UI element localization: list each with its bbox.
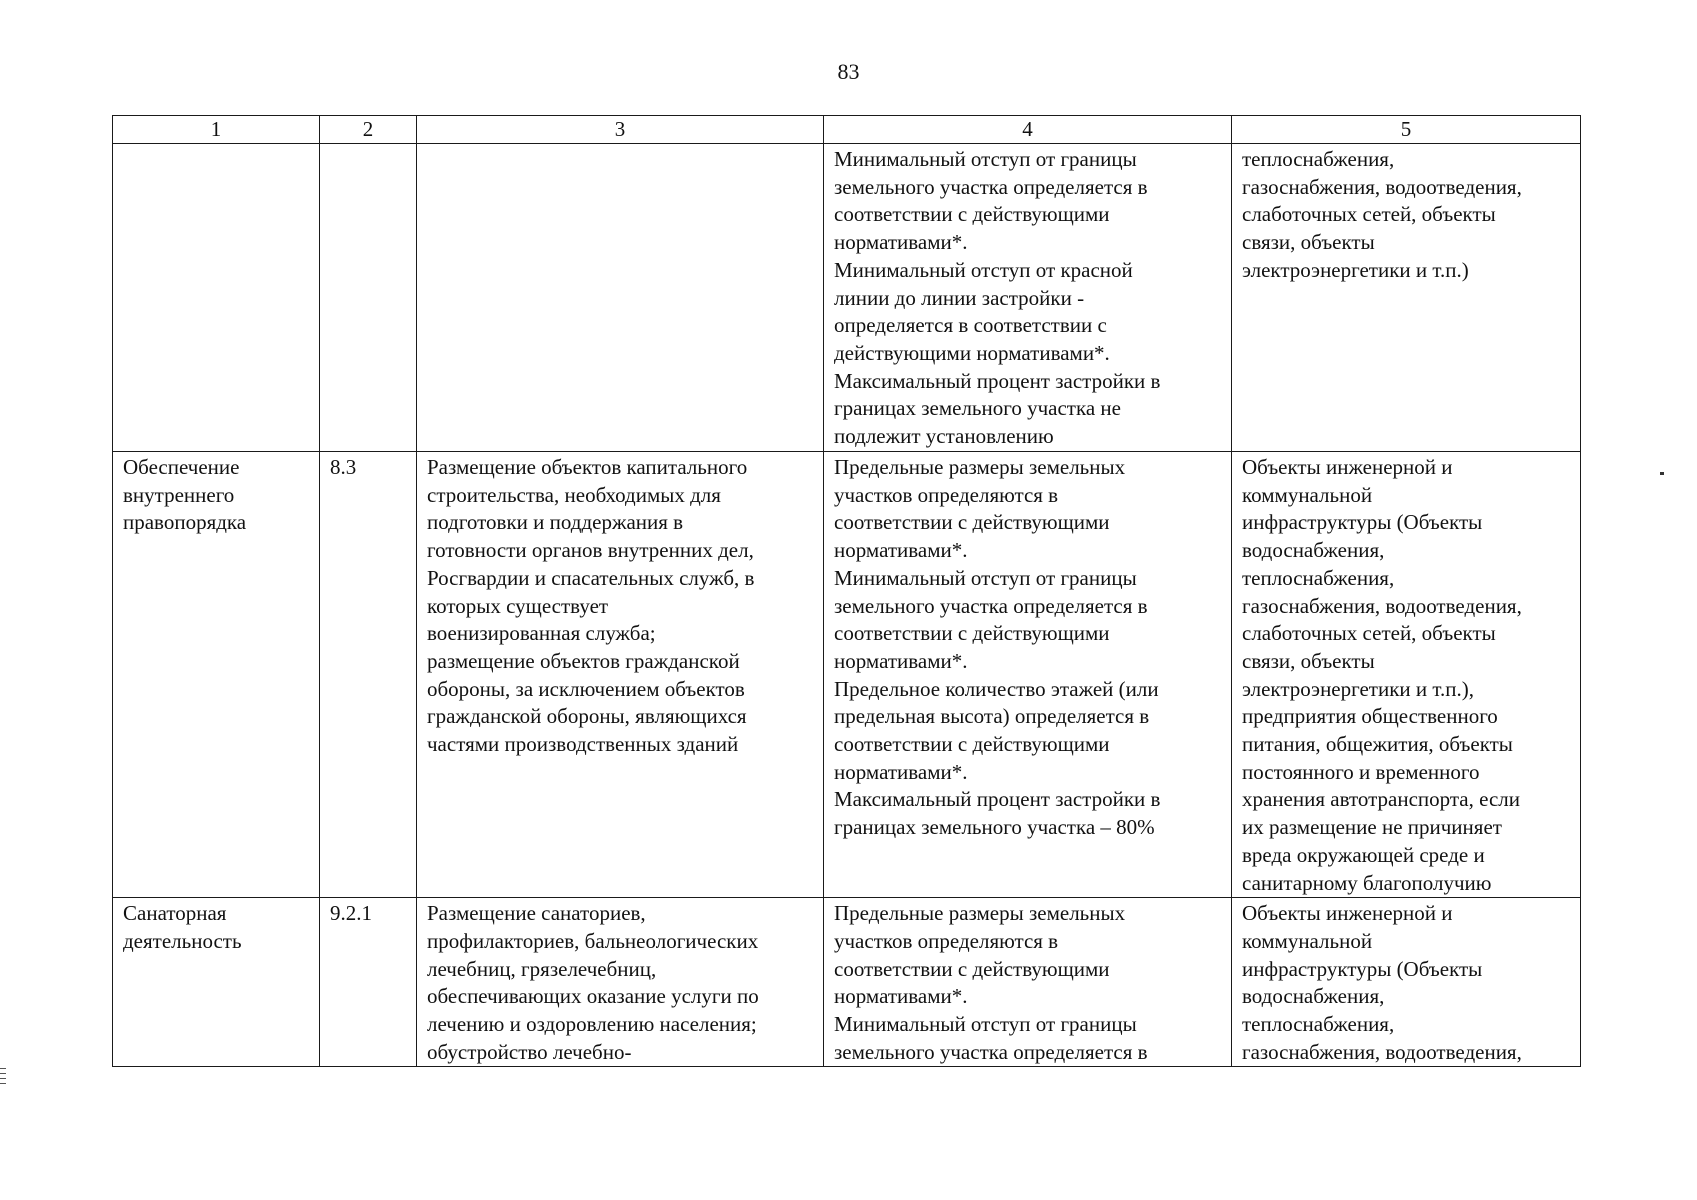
column-header-2: 2 (320, 116, 417, 144)
table-header-row (113, 116, 1581, 144)
scan-artifact-dot (1660, 472, 1664, 475)
cell-use-name: Обеспечение внутреннего правопорядка (113, 452, 320, 898)
cell-use-name (113, 144, 320, 452)
cell-use-description: Размещение санаториев, профилакториев, бальнеологических лечебниц, грязелечебниц, обеспечивающих оказание услуги по лечению и оздоровлению населения; обустройство лечебно- (417, 898, 824, 1067)
cell-auxiliary-uses: Объекты инженерной и коммунальной инфраструктуры (Объекты водоснабжения, теплоснабжения, газоснабжения, водоотведения, слаботочных сетей, объекты связи, объекты электроэнергетики и т.п.), предприятия общественного питания, общежития, объекты постоянного и временного хранения автотранспорта, если их размещение не причиняет вреда окружающей среде и санитарному благополучию (1232, 452, 1581, 898)
cell-use-code: 8.3 (320, 452, 417, 898)
table-row (113, 452, 1581, 898)
column-header-1: 1 (113, 116, 320, 144)
cell-use-code (320, 144, 417, 452)
cell-parameters: Минимальный отступ от границы земельного участка определяется в соответствии с действующими нормативами*. Минимальный отступ от красной линии до линии застройки - определяется в соответствии с действующими нормативами*. Максимальный процент застройки в границах земельного участка не подлежит установлению (824, 144, 1232, 452)
scan-edge-marks (0, 1068, 6, 1098)
cell-use-description (417, 144, 824, 452)
column-header-5: 5 (1232, 116, 1581, 144)
cell-use-description: Размещение объектов капитального строительства, необходимых для подготовки и поддержания в готовности органов внутренних дел, Росгвардии и спасательных служб, в которых существует военизированная служба; размещение объектов гражданской обороны, за исключением объектов гражданской обороны, являющихся частями производственных зданий (417, 452, 824, 898)
column-header-4: 4 (824, 116, 1232, 144)
cell-parameters: Предельные размеры земельных участков определяются в соответствии с действующими нормативами*. Минимальный отступ от границы земельного участка определяется в соответствии с действующими нормативами*. Предельное количество этажей (или предельная высота) определяется в соответствии с действующими нормативами*. Максимальный процент застройки в границах земельного участка – 80% (824, 452, 1232, 898)
table-row (113, 144, 1581, 452)
cell-parameters: Предельные размеры земельных участков определяются в соответствии с действующими нормативами*. Минимальный отступ от границы земельного участка определяется в (824, 898, 1232, 1067)
cell-auxiliary-uses: теплоснабжения, газоснабжения, водоотведения, слаботочных сетей, объекты связи, объекты электроэнергетики и т.п.) (1232, 144, 1581, 452)
cell-auxiliary-uses: Объекты инженерной и коммунальной инфраструктуры (Объекты водоснабжения, теплоснабжения, газоснабжения, водоотведения, (1232, 898, 1581, 1067)
cell-use-code: 9.2.1 (320, 898, 417, 1067)
land-use-table (112, 115, 1581, 1067)
cell-use-name: Санаторная деятельность (113, 898, 320, 1067)
table-row (113, 898, 1581, 1067)
page-number: 83 (837, 59, 860, 84)
column-header-3: 3 (417, 116, 824, 144)
